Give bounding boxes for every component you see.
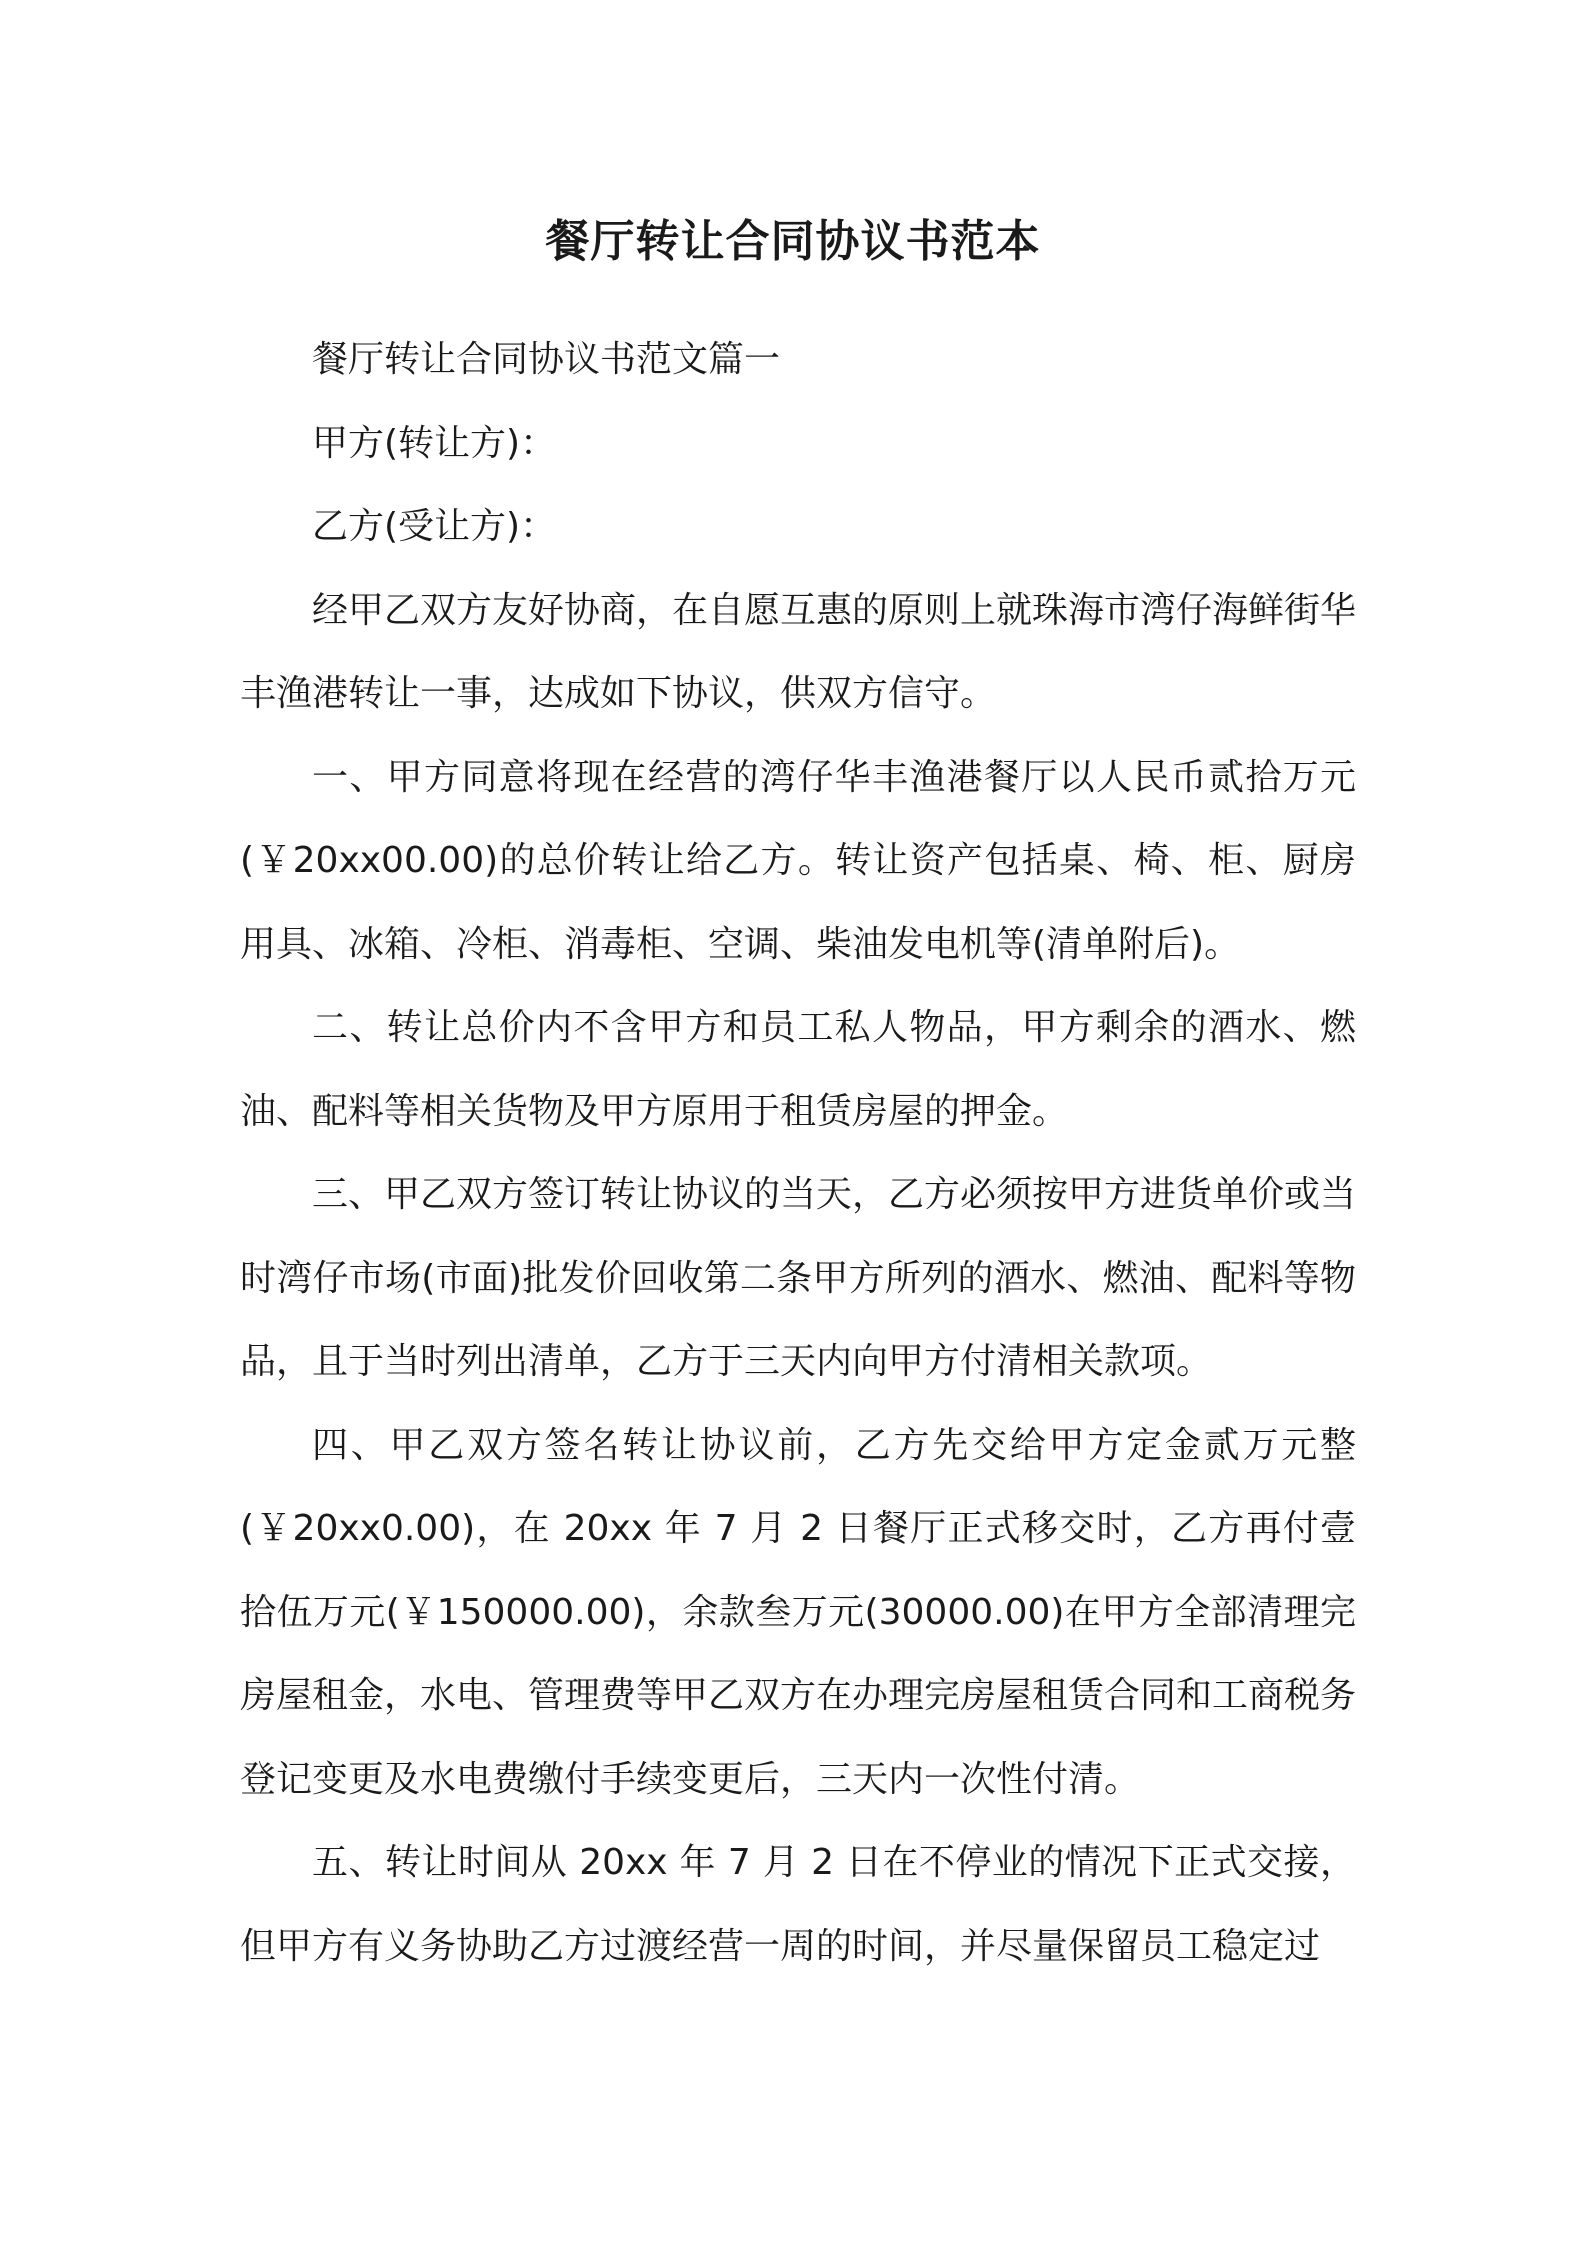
paragraph-clause-2: 二、转让总价内不含甲方和员工私人物品，甲方剩余的酒水、燃油、配料等相关货物及甲方原用于租赁房屋的押金。 bbox=[240, 1007, 1356, 1132]
paragraph-clause-5: 五、转让时间从 20xx 年 7 月 2 日在不停业的情况下正式交接，但甲方有义务协助乙方过渡经营一周的时间，并尽量保留员工稳定过 bbox=[240, 1842, 1356, 1967]
document-title: 餐厅转让合同协议书范本 bbox=[545, 216, 1041, 267]
paragraph-clause-1: 一、甲方同意将现在经营的湾仔华丰渔港餐厅以人民币贰拾万元(￥20xx00.00)的总价转让给乙方。转让资产包括桌、椅、柜、厨房用具、冰箱、冷柜、消毒柜、空调、柴油发电机等(清单附后)。 bbox=[240, 756, 1356, 965]
paragraph-clause-3: 三、甲乙双方签订转让协议的当天，乙方必须按甲方进货单价或当时湾仔市场(市面)批发价回收第二条甲方所列的酒水、燃油、配料等物品，且于当时列出清单，乙方于三天内向甲方付清相关款项。 bbox=[240, 1174, 1357, 1382]
paragraph-party-a: 甲方(转让方)： bbox=[312, 422, 557, 464]
paragraph-preamble: 经甲乙双方友好协商，在自愿互惠的原则上就珠海市湾仔海鲜街华丰渔港转让一事，达成如下协议，供双方信守。 bbox=[240, 589, 1357, 714]
document-body bbox=[240, 318, 1356, 1988]
paragraph-party-b: 乙方(受让方)： bbox=[312, 506, 557, 547]
paragraph-subtitle: 餐厅转让合同协议书范文篇一 bbox=[312, 339, 781, 380]
paragraph-clause-4: 四、甲乙双方签名转让协议前，乙方先交给甲方定金贰万元整(￥20xx0.00)，在 20xx 年 7 月 2 日餐厅正式移交时，乙方再付壹拾伍万元(￥150000.00)，余款叁万元(30000.00)在甲方全部清理完房屋租金，水电、管理费等甲乙双方在办理完房屋租赁合同和工商税务登记变更及水电费缴付手续变更后，三天内一次性付清。 bbox=[240, 1424, 1357, 1800]
